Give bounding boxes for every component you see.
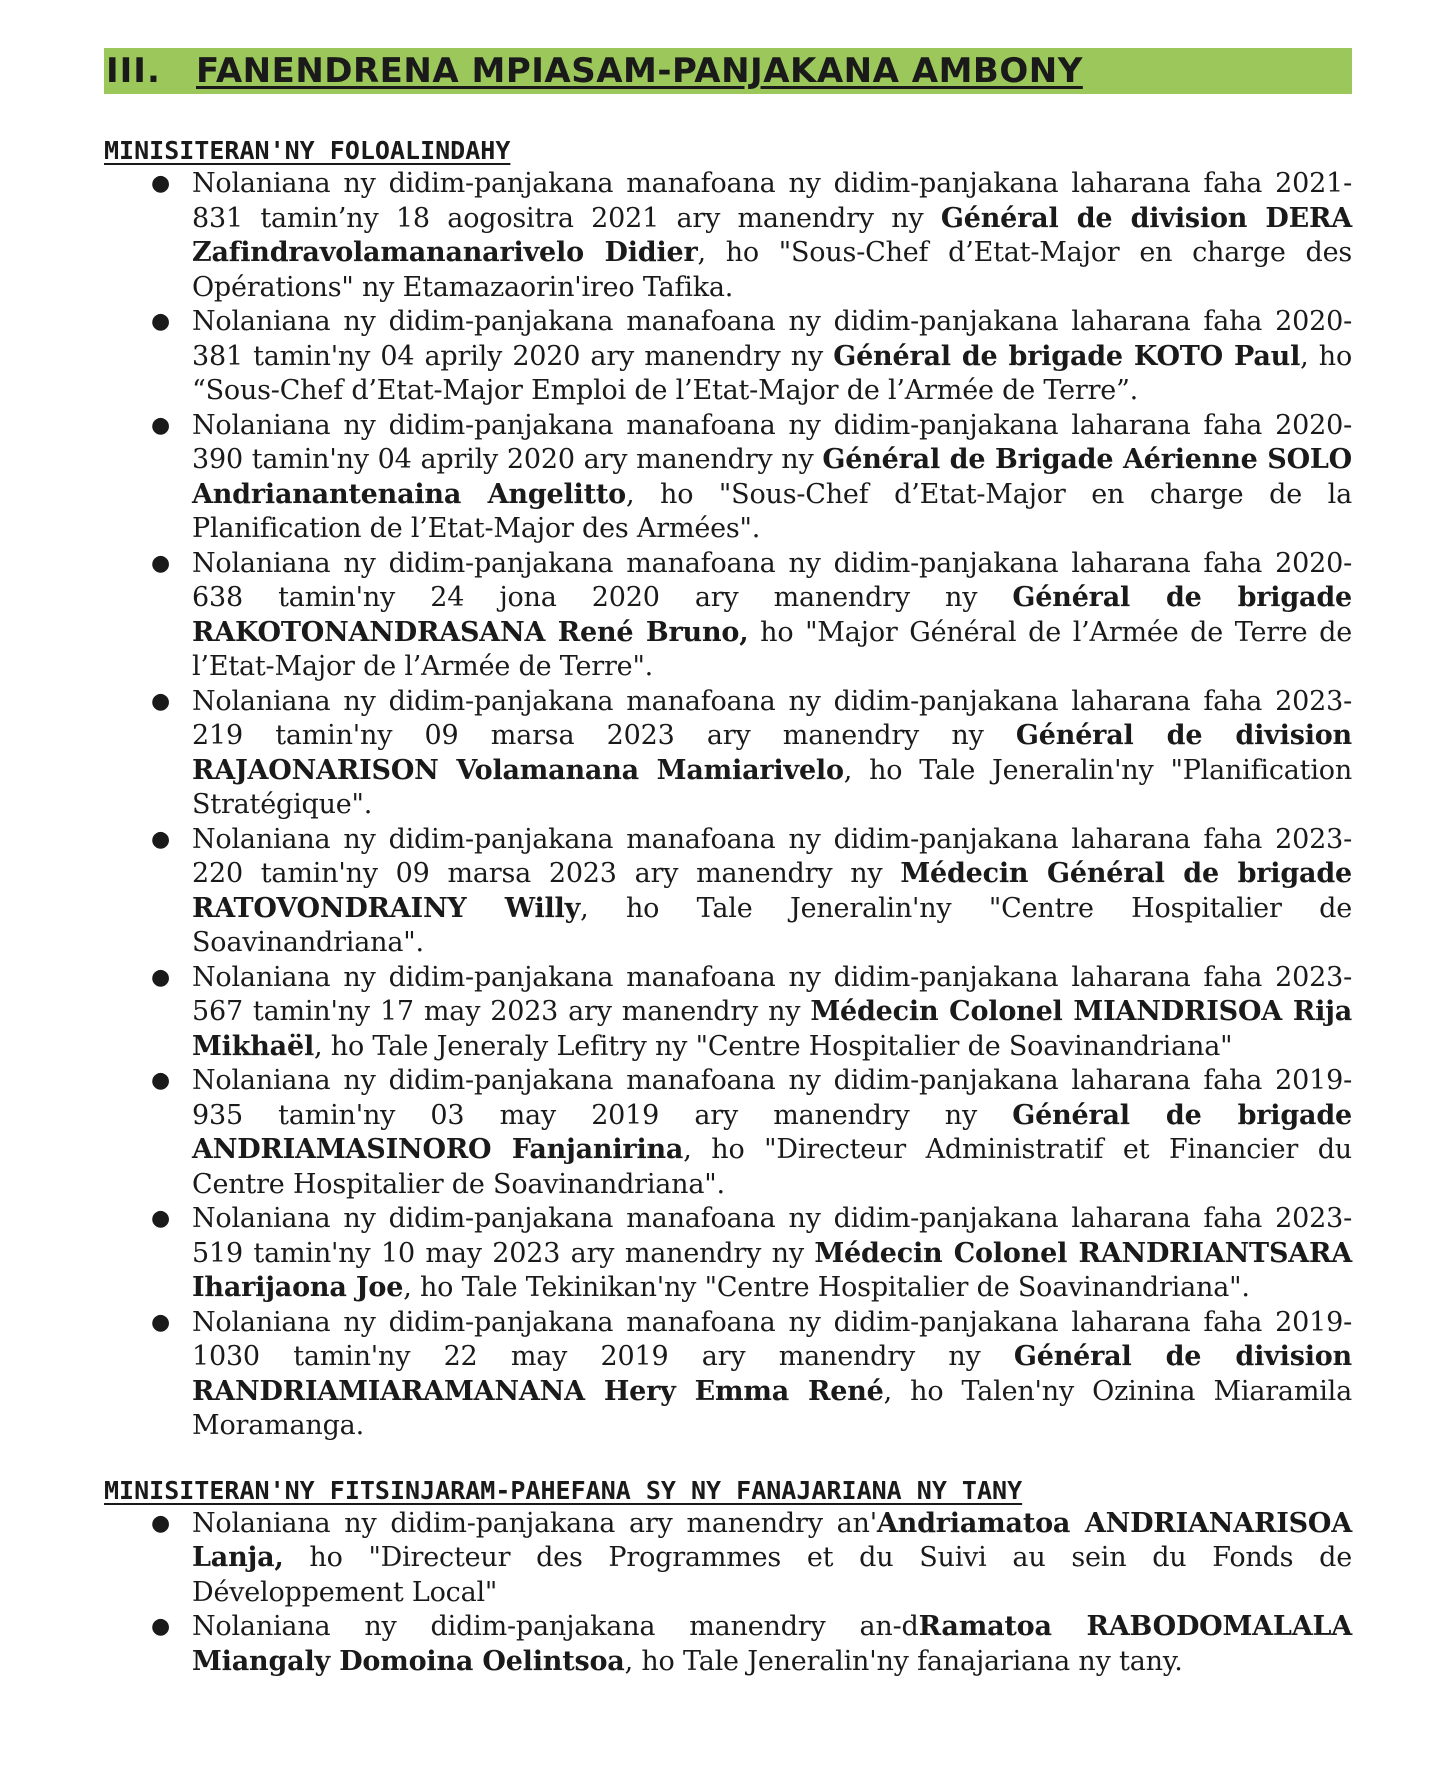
list-item: ● Nolaniana ny didim-panjakana manafoana ny didim-panjakana laharana faha 2023-519 tamin'ny 10 may 2023 ary manendry ny Médecin Colonel RANDRIANTSARA Iharijaona Joe, ho Tale Tekinikan'ny "Centre Hospitalier de Soavinandriana". [151, 1203, 1352, 1303]
appointment-list-decentralization [104, 1507, 1352, 1680]
bullet-icon: ● [151, 1206, 170, 1231]
list-item: ● Nolaniana ny didim-panjakana manendry an-dRamatoa RABODOMALALA Miangaly Domoina Oelintsoa, ho Tale Jeneralin'ny fanajariana ny tany. [151, 1611, 1352, 1677]
ministry-heading-defense: MINISITERAN'NY FOLOALINDAHY [104, 136, 511, 165]
list-item: ● Nolaniana ny didim-panjakana manafoana ny didim-panjakana laharana faha 2021-831 tamin’ny 18 aogositra 2021 ary manendry ny Général de division DERA Zafindravolamananarivelo Didier, ho "Sous-Chef d’Etat-Major en charge des Opérations" ny Etamazaorin'ireo Tafika. [151, 168, 1353, 303]
section-title-bar [104, 48, 1352, 94]
ministry-heading-decentralization: MINISITERAN'NY FITSINJARAM-PAHEFANA SY NY FANAJARIANA NY TANY [104, 1475, 1023, 1505]
bullet-icon: ● [151, 1510, 170, 1536]
bullet-icon: ● [151, 1614, 170, 1639]
list-item: ● Nolaniana ny didim-panjakana manafoana ny didim-panjakana laharana faha 2023-220 tamin'ny 09 marsa 2023 ary manendry ny Médecin Général de brigade RATOVONDRAINY Willy, ho Tale Jeneralin'ny "Centre Hospitalier de Soavinandriana". [151, 823, 1352, 958]
bullet-icon: ● [151, 688, 170, 714]
bullet-icon: ● [151, 550, 170, 576]
list-item: ● Nolaniana ny didim-panjakana manafoana ny didim-panjakana laharana faha 2023-219 tamin'ny 09 marsa 2023 ary manendry ny Général de division RAJAONARISON Volamanana Mamiarivelo, ho Tale Jeneralin'ny "Planification Stratégique". [151, 685, 1353, 820]
list-item: ● Nolaniana ny didim-panjakana manafoana ny didim-panjakana laharana faha 2019-935 tamin'ny 03 may 2019 ary manendry ny Général de brigade ANDRIAMASINORO Fanjanirina, ho "Directeur Administratif et Financier du Centre Hospitalier de Soavinandriana". [151, 1065, 1352, 1200]
section-number: III. [106, 51, 161, 91]
appointment-list-defense [104, 167, 1352, 1444]
list-item: ● Nolaniana ny didim-panjakana ary manendry an'Andriamatoa ANDRIANARISOA Lanja, ho "Directeur des Programmes et du Suivi au sein du Fonds de Développement Local" [151, 1507, 1352, 1608]
list-item: ● Nolaniana ny didim-panjakana manafoana ny didim-panjakana laharana faha 2020-381 tamin'ny 04 aprily 2020 ary manendry ny Général de brigade KOTO Paul, ho “Sous-Chef d’Etat-Major Emploi de l’Etat-Major de l’Armée de Terre”. [151, 306, 1352, 406]
bullet-icon: ● [151, 171, 170, 196]
list-item: ● Nolaniana ny didim-panjakana manafoana ny didim-panjakana laharana faha 2023-567 tamin'ny 17 may 2023 ary manendry ny Médecin Colonel MIANDRISOA Rija Mikhaël, ho Tale Jeneraly Lefitry ny "Centre Hospitalier de Soavinandriana" [151, 961, 1352, 1062]
bullet-icon: ● [151, 412, 170, 438]
bullet-icon: ● [151, 826, 170, 852]
list-item: ● Nolaniana ny didim-panjakana manafoana ny didim-panjakana laharana faha 2020-390 tamin'ny 04 aprily 2020 ary manendry ny Général de Brigade Aérienne SOLO Andrianantenaina Angelitto, ho "Sous-Chef d’Etat-Major en charge de la Planification de l’Etat-Major des Armées". [151, 409, 1353, 544]
bullet-icon: ● [151, 309, 170, 334]
list-item: ● Nolaniana ny didim-panjakana manafoana ny didim-panjakana laharana faha 2019-1030 tamin'ny 22 may 2019 ary manendry ny Général de division RANDRIAMIARAMANANA Hery Emma René, ho Talen'ny Ozinina Miaramila Moramanga. [151, 1306, 1352, 1441]
bullet-icon: ● [151, 964, 170, 990]
bullet-icon: ● [151, 1068, 170, 1093]
document-page [104, 48, 1352, 1679]
list-item: ● Nolaniana ny didim-panjakana manafoana ny didim-panjakana laharana faha 2020-638 tamin'ny 24 jona 2020 ary manendry ny Général de brigade RAKOTONANDRASANA René Bruno, ho "Major Général de l’Armée de Terre de l’Etat-Major de l’Armée de Terre". [151, 547, 1352, 682]
section-title: FANENDRENA MPIASAM-PANJAKANA AMBONY [196, 51, 1083, 91]
bullet-icon: ● [151, 1309, 170, 1335]
